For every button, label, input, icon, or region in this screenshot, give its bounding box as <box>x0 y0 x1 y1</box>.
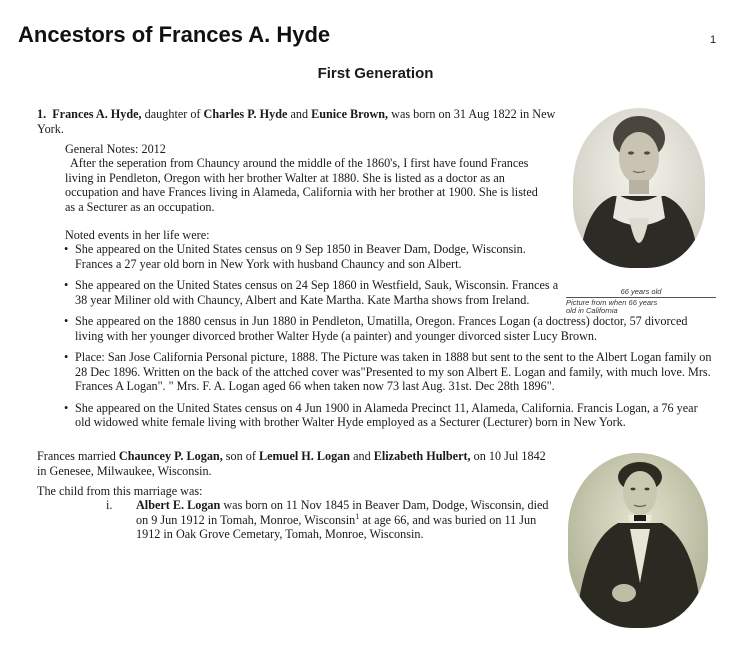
event-text: She appeared on the United States census on 24 Sep 1860 in Westfield, Sauk, Wisconsin. Frances a 38 year Miliner old with Chauncy, Albert and Kate Martha. Kate Martha shows from Ireland. <box>75 278 559 307</box>
photo-caption-note: Picture from when 66 years old in California <box>566 297 658 316</box>
marriage-prefix: Frances married <box>37 449 119 463</box>
children-label: The child from this marriage was: <box>37 484 203 498</box>
event-text: She appeared on the United States census on 4 Jun 1900 in Alameda Precinct 11, Alameda, California. Francis Logan, a 76 year old widowed white female living with brother Walter Hyde employed as a Secturer (Lecturer) born in New York. <box>75 400 698 429</box>
photo-caption-age: 66 years old <box>566 288 716 298</box>
child-name: Albert E. Logan <box>136 498 221 512</box>
spouse-father-name: Lemuel H. Logan <box>258 449 351 463</box>
spouse-name: Chauncey P. Logan, <box>118 449 223 463</box>
intro-text: daughter of <box>141 107 204 121</box>
child-entry <box>136 498 551 542</box>
intro-and: and <box>287 107 312 121</box>
person-name: Frances A. Hyde, <box>52 107 142 121</box>
bullet-icon: • <box>64 350 69 364</box>
spouse-mother-name: Elizabeth Hulbert, <box>373 449 471 463</box>
child-text: was born on 11 Nov 1845 in Beaver Dam, Dodge, Wisconsin, died on 9 Jun 1912 in Tomah, Monroe, Wisconsin <box>136 498 549 527</box>
generation-heading: First Generation <box>317 65 434 82</box>
general-notes-label: General Notes: 2012 <box>65 142 166 156</box>
child-numeral: i. <box>106 498 113 512</box>
portrait-illustration <box>573 108 705 268</box>
noted-events-label: Noted events in her life were: <box>65 228 210 242</box>
father-name: Charles P. Hyde <box>203 107 288 121</box>
list-item <box>64 314 712 343</box>
marriage-and: and <box>350 449 374 463</box>
event-text: She appeared on the 1880 census in Jun 1880 in Pendleton, Umatilla, Oregon. Frances Logan (a doctress) doctor, 57 divorced living with her younger divorced brother Walter Hyde (a painter) and younger divorced sister Lucy Brown. <box>75 314 688 343</box>
bullet-icon: • <box>64 278 69 292</box>
bullet-icon: • <box>64 400 69 415</box>
list-item <box>64 350 712 394</box>
marriage-entry <box>37 449 557 478</box>
page-number: 1 <box>710 34 717 46</box>
list-item <box>64 401 712 430</box>
marriage-suffix: on 10 Jul 1842 in Genesee, Milwaukee, Wisconsin. <box>37 449 546 478</box>
bullet-icon: • <box>64 314 69 328</box>
birth-text: was born on 31 Aug 1822 in New York. <box>37 107 556 136</box>
noted-events-list <box>64 242 712 437</box>
event-text: She appeared on the United States census on 9 Sep 1850 in Beaver Dam, Dodge, Wisconsin. Frances a 27 year old born in New York with husband Chauncy and son Albert. <box>75 242 526 271</box>
portrait-photo-albert <box>568 453 708 628</box>
footnote-marker: 1 <box>355 511 360 521</box>
bullet-icon: • <box>64 242 69 256</box>
page-title: Ancestors of Frances A. Hyde <box>18 22 331 47</box>
portrait-illustration <box>568 453 708 628</box>
marriage-mid: son of <box>222 449 259 463</box>
entry-number: 1. <box>37 107 47 121</box>
child-text-end: at age 66, and was buried on 11 Jun 1912 in Oak Grove Cemetary, Tomah, Monroe, Wisconsin. <box>136 512 537 541</box>
mother-name: Eunice Brown, <box>311 107 389 121</box>
general-notes-text: After the seperation from Chauncy around the middle of the 1860's, I first have found Frances living in Pendleton, Oregon with her brother Walter at 1880. She is listed as a doctor as an occupation and have Frances living in Alameda, California with her brother at 1900. She is listed as a Secturer as an occupation. <box>65 156 538 214</box>
event-text: Place: San Jose California Personal picture, 1888. The Picture was taken in 1888 but sent to the sent to the Albert Logan family on 28 Dec 1896. Written on the back of the attched cover was"Presented to my son Albert E. Logan and family, with much love. Mrs. Frances A Logan". " Mrs. F. A. Logan aged 66 when taken now 73 last Aug. 31st. Dec 28th 1896". <box>75 350 712 393</box>
portrait-photo-frances <box>573 108 705 268</box>
photo-caption <box>566 288 716 316</box>
person-entry <box>37 107 557 136</box>
